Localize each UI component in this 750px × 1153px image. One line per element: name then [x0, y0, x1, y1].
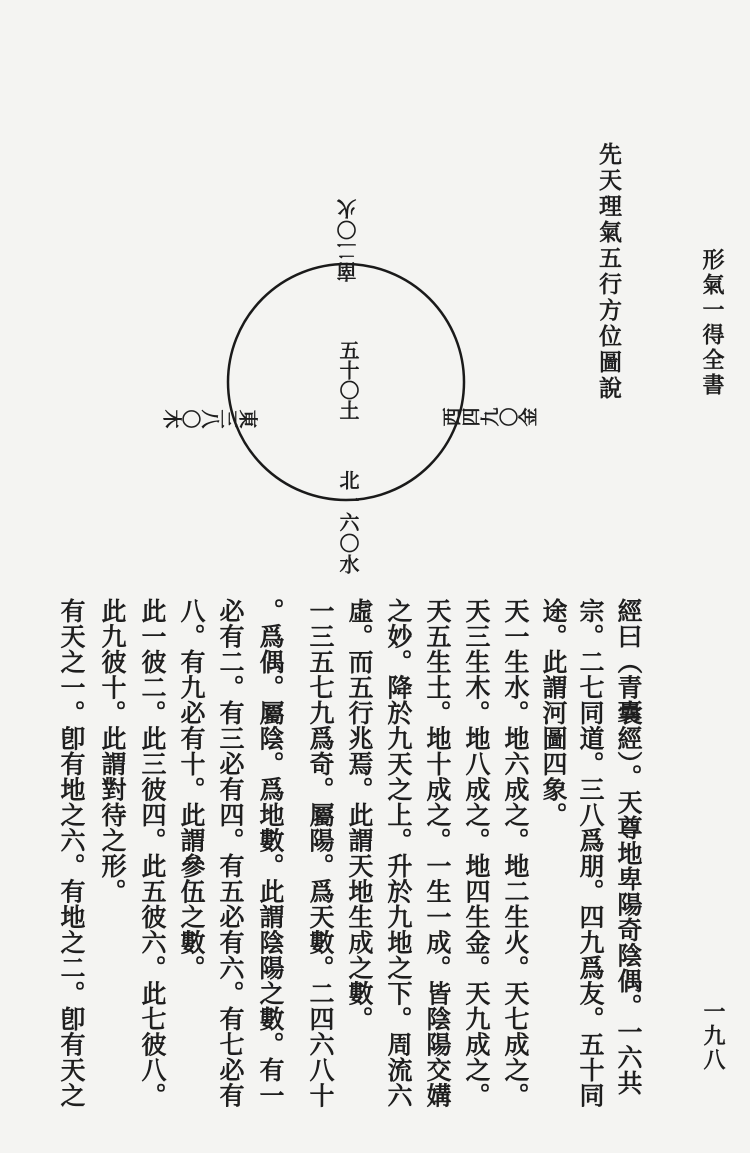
- body-column-13: 此一彼二。此三彼四。此五彼六。此七彼八。: [138, 598, 167, 1108]
- east-label: [158, 368, 258, 468]
- page-number: 一九八: [700, 1000, 726, 1072]
- body-column-4: 天一生水。地六成之。地二生火。天七成之。: [501, 598, 530, 1108]
- body-column-3: 途。此謂河圖四象。: [539, 598, 568, 828]
- body-column-12: 八。有九必有十。此謂參伍之數。: [177, 598, 206, 981]
- diagram-title: 先天理氣五行方位圖說: [595, 142, 622, 402]
- body-column-9: 一三五七九爲奇。屬陽。爲天數。二四六八十: [306, 598, 335, 1108]
- body-column-15: 有天之一。卽有地之六。有地之二。卽有天之: [57, 598, 86, 1108]
- west-label: [442, 363, 542, 473]
- body-column-8: 虛。而五行兆焉。此謂天地生成之數。: [345, 598, 374, 1032]
- east-label-text: 東三八〇木: [163, 406, 258, 429]
- body-column-11: 必有二。有三必有四。有五必有六。有七必有: [216, 598, 245, 1108]
- body-column-14: 此九彼十。此謂對待之形。: [98, 598, 127, 904]
- south-label: 南二〇火: [336, 198, 360, 282]
- west-label-text: 西四九〇金: [442, 407, 537, 430]
- body-column-10: 。爲偶。屬陰。爲地數。此謂陰陽之數。有一: [256, 598, 285, 1108]
- body-column-5: 天三生木。地八成之。地四生金。天九成之。: [462, 598, 491, 1108]
- north-label: 北一六〇水: [336, 470, 360, 575]
- body-column-7: 之妙。降於九天之上。升於九地之下。周流六: [384, 598, 413, 1108]
- body-column-6: 天五生土。地十成之。一生一成。皆陰陽交媾: [423, 598, 452, 1108]
- center-label: 五十〇土: [336, 340, 360, 420]
- running-head: 形氣一得全書: [699, 248, 725, 398]
- body-column-1: 經曰（青囊經）。天尊地卑陽奇陰偶。一六共: [614, 598, 643, 1096]
- body-column-2: 宗。二七同道。三八爲朋。四九爲友。五十同: [576, 598, 605, 1108]
